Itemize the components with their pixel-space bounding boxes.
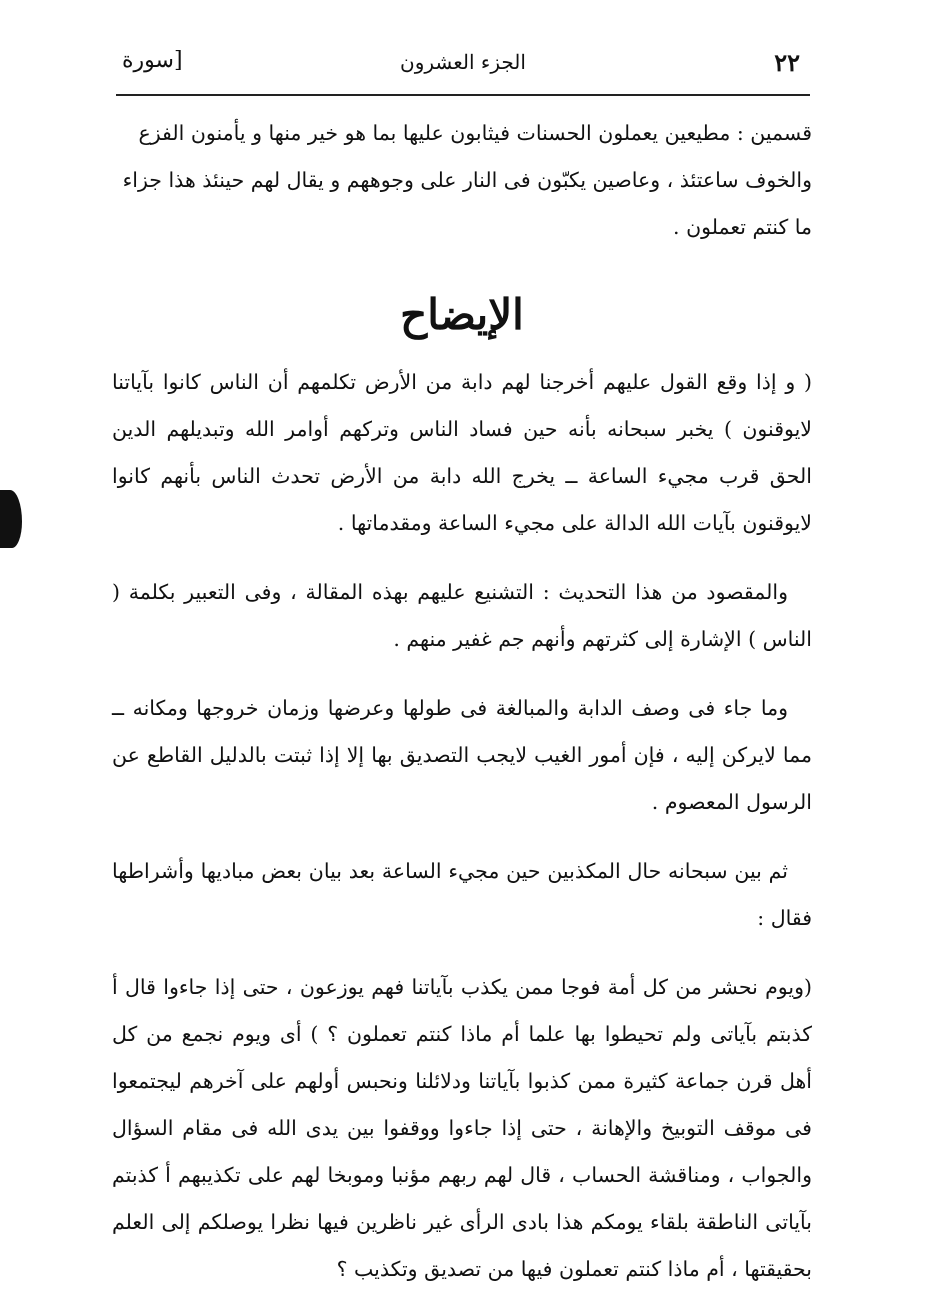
intro-line: والخوف ساعتئذ ، وعاصين يكبّون فى النار على وجوههم و يقال لهم حينئذ هذا جزاء xyxy=(122,168,812,192)
page-body xyxy=(112,110,812,1293)
paragraph: ثم بين سبحانه حال المكذبين حين مجيء الساعة بعد بيان بعض مباديها وأشراطها فقال : xyxy=(112,859,812,930)
intro-block xyxy=(112,110,812,251)
paragraph: وما جاء فى وصف الدابة والمبالغة فى طولها وعرضها وزمان خروجها ومكانه ــ مما لايركن إليه ، فإن أمور الغيب لايجب التصديق بها إلا إذا ثبتت بالدليل القاطع عن الرسول المعصوم . xyxy=(112,696,812,814)
page-number: ٢٢ xyxy=(774,48,800,77)
ink-blot-mark xyxy=(0,490,22,548)
paragraph: (ويوم نحشر من كل أمة فوجا ممن يكذب بآياتنا فهم يوزعون ، حتى إذا جاءوا قال أ كذبتم بآياتى ولم تحيطوا بها علما أم ماذا كنتم تعملون ؟ ) أى ويوم نجمع من كل أهل قرن جماعة كثيرة ممن كذبوا بآياتنا ودلائلنا ونحبس أولهم على آخرهم ليجتمعوا فى موقف التوبيخ والإهانة ، حتى إذا جاءوا ووقفوا بين يدى الله فى مقام السؤال والجواب ، ومناقشة الحساب ، قال لهم ربهم مؤنبا وموبخا لهم على تكذيبهم أ كذبتم بآياتى الناطقة بلقاء يومكم هذا بادى الرأى غير ناظرين فيها نظرا يوصلكم إلى العلم بحقيقتها ، أم ماذا كنتم تعملون فيها من تصديق وتكذيب ؟ xyxy=(112,975,812,1281)
intro-line: قسمين : مطيعين يعملون الحسنات فيثابون عليها بما هو خير منها و يأمنون الفزع xyxy=(138,121,812,145)
intro-line: ما كنتم تعملون . xyxy=(673,215,812,239)
page-header xyxy=(118,42,808,92)
header-rule xyxy=(116,94,810,96)
part-title: الجزء العشرون xyxy=(400,50,526,74)
section-title: الإيضاح xyxy=(400,290,524,339)
paragraph: ( و إذا وقع القول عليهم أخرجنا لهم دابة من الأرض تكلمهم أن الناس كانوا بآياتنا لايوقنون ) يخبر سبحانه بأنه حين فساد الناس وتركهم أوامر الله وتبديلهم الدين الحق قرب مجيء الساعة ــ يخرج الله دابة من الأرض تحدث الناس بأنهم كانوا لايوقنون بآيات الله الدالة على مجيء الساعة ومقدماتها . xyxy=(112,370,812,535)
surah-label: [سورة xyxy=(122,48,183,73)
paragraph: والمقصود من هذا التحديث : التشنيع عليهم بهذه المقالة ، وفى التعبير بكلمة ( الناس ) الإشارة إلى كثرتهم وأنهم جم غفير منهم . xyxy=(112,580,812,651)
